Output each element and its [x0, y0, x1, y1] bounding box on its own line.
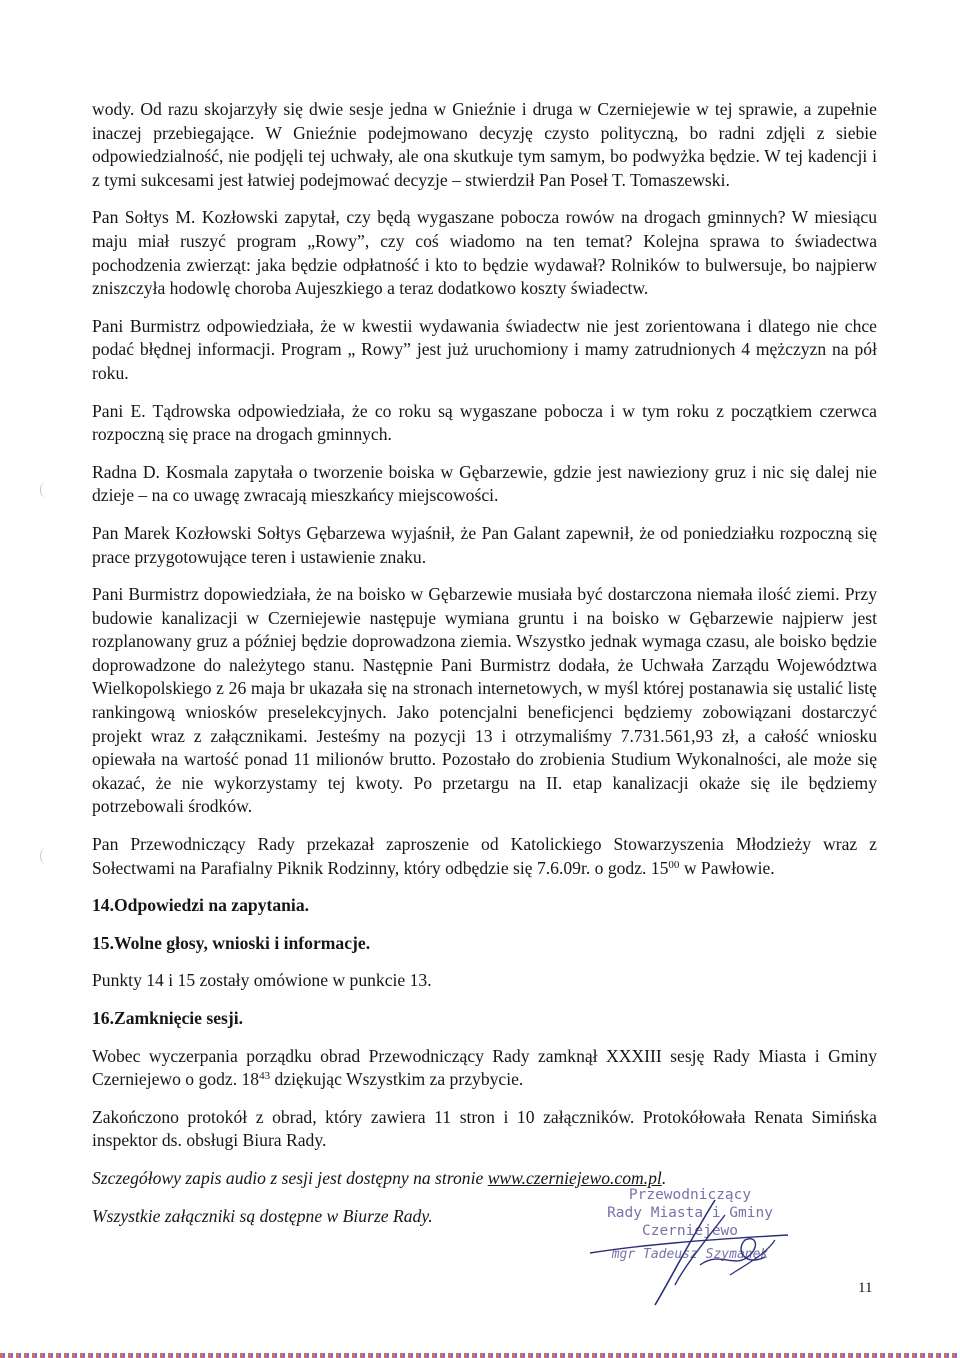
page-number: 11: [858, 1280, 873, 1296]
invitation-paragraph: [92, 833, 877, 880]
website-link[interactable]: www.czerniejewo.com.pl: [487, 1167, 662, 1188]
closing-text: Wobec wyczerpania porządku obrad Przewodniczący Rady zamknął XXXIII sesję Rady Miasta i Gminy Czerniejewo o godz. 18: [92, 1045, 877, 1090]
stamp-line-2: Rady Miasta i Gminy: [607, 1205, 773, 1221]
paragraph: wody. Od razu skojarzyły się dwie sesje jedna w Gnieźnie i druga w Czerniejewie w tej sprawie, a zupełnie inaczej przebiegające. W Gnieźnie podejmowano decyzję czysto polityczną, bo radni zdjęli z siebie odpowiedzialność, nie podjęli tej uchwały, ale ona skutkuje tym samym, bo podwyżka będzie. W tej kadencji i z tymi sukcesami jest łatwiej podejmować decyzje – stwierdził Pan Poseł T. Tomaszewski.: [92, 99, 877, 190]
closing-tail: dziękując Wszystkim za przybycie.: [270, 1069, 524, 1090]
audio-note-suffix: .: [661, 1167, 667, 1188]
punch-hole-mark: [40, 848, 51, 864]
stamp-line-1: Przewodniczący: [628, 1187, 752, 1203]
invitation-time-minutes: 00: [668, 858, 680, 871]
stamp-name: mgr Tadeusz Szymanek: [611, 1247, 769, 1262]
document-body: [92, 98, 877, 1242]
invitation-tail: w Pawłowie.: [679, 857, 775, 878]
paragraph: Pani E. Tądrowska odpowiedziała, że co roku są wygaszane pobocza i w tym roku z początkiem czerwca rozpoczną się prace na drogach gminnych.: [92, 400, 877, 445]
section-heading-16: 16.Zamknięcie sesji.: [92, 1008, 243, 1028]
section-heading-14: 14.Odpowiedzi na zapytania.: [92, 895, 310, 916]
paragraph: Pan Sołtys M. Kozłowski zapytał, czy będą wygaszane pobocza rowów na drogach gminnych? W miesiącu maju miał ruszyć program „Rowy”, czy coś wiadomo na ten temat? Kolejna sprawa to świadectwa pochodzenia zwierząt: jaka będzie odpłatność i kto to będzie wydawał? Rolników to bulwersuje, bo najpierw zniszczyła hodowlę choroba Aujeszkiego a teraz dodatkowo koszty świadectw.: [92, 207, 877, 299]
closing-paragraph: [92, 1045, 877, 1092]
stamp-line-3: Czerniejewo: [641, 1223, 739, 1239]
section-15-text: Punkty 14 i 15 zostały omówione w punkcie 13.: [92, 970, 432, 991]
attachments-note: Wszystkie załączniki są dostępne w Biurze Rady.: [92, 1205, 433, 1226]
protocol-paragraph: Zakończono protokół z obrad, który zawiera 11 stron i 10 załączników. Protokółowała Renata Simińska inspektor ds. obsługi Biura Rady.: [92, 1106, 877, 1151]
invitation-text: Pan Przewodniczący Rady przekazał zaproszenie od Katolickiego Stowarzyszenia Młodzieży wraz z Sołectwami na Parafialny Piknik Rodzinny, który odbędzie się 7.6.09r. o godz. 15: [92, 834, 877, 878]
closing-time-minutes: 43: [259, 1070, 271, 1083]
handwritten-signature: [560, 1195, 800, 1310]
scan-edge-strip: [0, 1353, 960, 1358]
audio-note-prefix: Szczegółowy zapis audio z sesji jest dostępny na stronie: [92, 1167, 488, 1188]
paragraph: Pan Marek Kozłowski Sołtys Gębarzewa wyjaśnił, że Pan Galant zapewnił, że od poniedziałku rozpoczną się prace przygotowujące teren i ustawienie znaku.: [92, 522, 877, 567]
paragraph: Pani Burmistrz odpowiedziała, że w kwestii wydawania świadectw nie jest zorientowana i dlatego nie chce podać błędnej informacji. Program „ Rowy” jest już uruchomiony i mamy zatrudnionych 4 mężczyzn na pół roku.: [92, 315, 877, 383]
paragraph: Radna D. Kosmala zapytała o tworzenie boiska w Gębarzewie, gdzie jest nawieziony gruz i nic się dalej nie dzieje – na co uwagę zwracają mieszkańcy miejscowości.: [92, 461, 877, 506]
punch-hole-mark: [40, 482, 51, 498]
paragraph: Pani Burmistrz dopowiedziała, że na boisko w Gębarzewie musiała być dostarczona niemała ilość ziemi. Przy budowie kanalizacji w Czerniejewie następuje wymiana gruntu i na boisko w Gębarzewie najpierw jest rozplanowany gruz a później będzie doprowadzona ziemia. Wszystko jednak wymaga czasu, ale boisko będzie doprowadzone do należytego stanu. Następnie Pani Burmistrz dodała, że Uchwała Zarządu Województwa Wielkopolskiego z 26 maja br ukazała się na stronach internetowych, w myśl której postanawia się ustalić listę rankingową wniosków preselekcyjnych. Jako potencjalni beneficjenci będziemy zobowiązani dostarczyć projekt wraz z załącznikami. Jesteśmy na pozycji 13 i otrzymaliśmy 7.731.561,93 zł, a całość wniosku opiewała na wartość ponad 11 milionów brutto. Pozostało do zrobienia Studium Wykonalności, ale może się okazać, że nie wykorzystamy tej kwoty. Po przetargu na II. etap kanalizacji okaże się ile będziemy potrzebowali środków.: [92, 584, 877, 817]
section-heading-15: 15.Wolne głosy, wnioski i informacje.: [92, 932, 371, 953]
